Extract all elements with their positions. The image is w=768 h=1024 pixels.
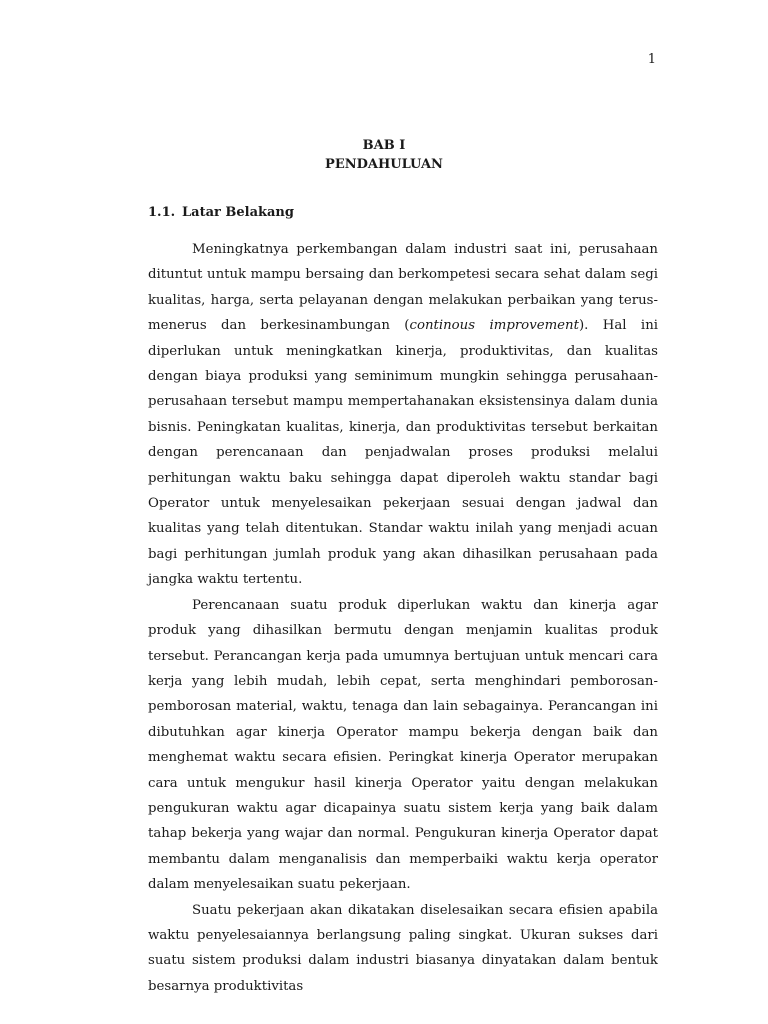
chapter-heading [0, 136, 768, 174]
page-number: 1 [647, 52, 656, 67]
paragraph-2: Perencanaan suatu produk diperlukan waktu dan kinerja agar produk yang dihasilkan bermutu dengan menjamin kualitas produk tersebut. Perancangan kerja pada umumnya bertujuan untuk mencari cara kerja yang lebih mudah, lebih cepat, serta menghindari pemborosan-pemborosan material, waktu, tenaga dan lain sebagainya. Perancangan ini dibutuhkan agar kinerja Operator mampu bekerja dengan baik dan menghemat waktu secara efisien. Peringkat kinerja Operator merupakan cara untuk mengukur hasil kinerja Operator yaitu dengan melakukan pengukuran waktu agar dicapainya suatu sistem kerja yang baik dalam tahap bekerja yang wajar dan normal. Pengukuran kinerja Operator dapat membantu dalam menganalisis dan memperbaiki waktu kerja operator dalam menyelesaikan suatu pekerjaan. [148, 597, 658, 893]
paragraph-1-italic-term: continous improvement [409, 318, 579, 334]
paragraph-1 [148, 237, 658, 593]
paragraph-1-text-before: Meningkatnya perkembangan dalam industri saat ini, perusahaan dituntut untuk mampu bersaing dan berkompetesi secara sehat dalam segi kualitas, harga, serta pelayanan dengan melakukan perbaikan yang terus-menerus dan berkesinambungan ( [148, 242, 658, 334]
chapter-title: PENDAHULUAN [325, 157, 443, 172]
paragraph-1-text-after: ). Hal ini diperlukan untuk meningkatkan kinerja, produktivitas, dan kualitas dengan biaya produksi yang seminimum mungkin sehingga perusahaan-perusahaan tersebut mampu mempertahanakan eksistensinya dalam dunia bisnis. Peningkatan kualitas, kinerja, dan produktivitas tersebut berkaitan dengan perencanaan dan penjadwalan proses produksi melalui perhitungan waktu baku sehingga dapat diperoleh waktu standar bagi Operator untuk menyelesaikan pekerjaan sesuai dengan jadwal dan kualitas yang telah ditentukan. Standar waktu inilah yang menjadi acuan bagi perhitungan jumlah produk yang akan dihasilkan perusahaan pada jangka waktu tertentu. [148, 318, 659, 588]
chapter-label: BAB I [362, 138, 406, 153]
section-number: 1.1. [148, 205, 176, 220]
section-heading [148, 205, 294, 220]
paragraph-3: Suatu pekerjaan akan dikatakan diselesaikan secara efisien apabila waktu penyelesaiannya berlangsung paling singkat. Ukuran sukses dari suatu sistem produksi dalam industri biasanya dinyatakan dalam bentuk besarnya produktivitas [148, 902, 658, 994]
section-title: Latar Belakang [182, 205, 294, 220]
body-text [148, 237, 658, 999]
